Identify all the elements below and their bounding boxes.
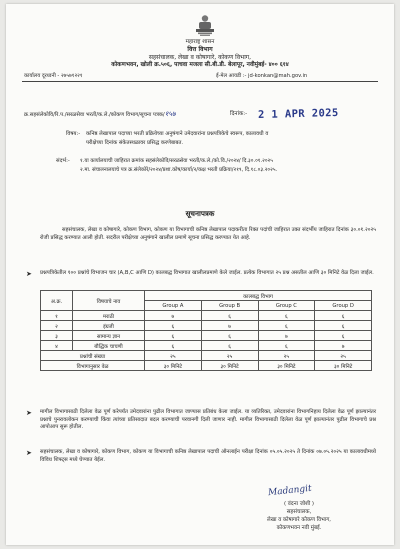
table-row [41,331,372,341]
table-header-sr: अ.क्र. [41,291,73,311]
signatory-title-1: सहसंचालक, [286,509,312,515]
table-cell-sr: ४ [41,341,73,351]
table-cell-value: ७ [315,341,372,351]
bullet-3-text: सहसंचालक, लेखा व कोषागारे, कोकण विभाग, कोकण या विभागाची कनिष्ठ लेखापाल पदाची ऑनलाईन परीक्षा दिनांक ०५.०५.२०२५ ते दिनांक ०७.०५.२०२५ या कालावधीमध्ये विविध शिफ्ट्स मध्ये घेण्यात येईल. [40,449,376,463]
table-cell-sr: २ [41,321,73,331]
reference-number [24,111,176,118]
bullet-3-icon: ➤ [26,449,32,457]
table-cell-subject: इंग्रजी [73,321,145,331]
table-cell-sr: ३ [41,331,73,341]
table-cell-subject: मराठी [73,311,145,321]
table-cell-value: ७ [145,311,202,321]
table-cell-value: ६ [201,331,258,341]
table-header-group-a: Group A [145,301,202,311]
date-label: दिनांक:- [230,111,248,117]
table-row [41,321,372,331]
department-name: वित्त विभाग [187,46,213,53]
table-cell-value: ६ [145,331,202,341]
signatory-name: ( वंदना जोशी ) [283,501,315,507]
table-cell-subject: बौद्धिक चाचणी [73,341,145,351]
section-table [40,290,372,371]
table-cell-subject: सामान्य ज्ञान [73,331,145,341]
table-total-value: २५ [201,351,258,361]
table-time-value: ३० मिनिटे [315,361,372,371]
table-cell-value: ६ [201,311,258,321]
table-cell-value: ७ [201,321,258,331]
subject-line-2: परीक्षेच्या दिनांक संकेतस्थळावर प्रसिद्ध करणेबाबत. [86,140,184,146]
table-cell-value: ६ [315,311,372,321]
subject-label: विषय:- [66,131,81,137]
bullet-1-text: प्रश्नपत्रिकेतील १०० प्रश्नांचे विभाजन चार (A,B,C आणि D) कालबद्ध विभागात खालीलप्रमाणे केले जाईल. प्रत्येक विभागात २५ प्रश्न असतील आणि ३० मिनिटे वेळ दिला जाईल. [40,270,374,276]
state-emblem-icon [192,14,218,38]
table-time-value: ३० मिनिटे [258,361,315,371]
office-address: कोकणभवन, खोली क्र.५०६, पाचवा मजला सी.बी.डी. बेलापूर, नवीमुंबई- ४०० ६१४ [111,62,289,68]
table-cell-value: ६ [258,341,315,351]
table-header-group-c: Group C [258,301,315,311]
table-time-value: ३० मिनिटे [201,361,258,371]
table-total-value: २५ [315,351,372,361]
notice-title: सूचनापत्रक [185,209,215,218]
table-total-value: २५ [258,351,315,361]
table-cell-value: ६ [145,341,202,351]
office-email: ई-मेल आयडी :- jd-konkan@mah.gov.in [216,73,308,79]
table-header-section: कालबद्ध विभाग [145,291,372,301]
date-stamp: 2 1 APR 2025 [257,106,339,122]
table-header-group-d: Group D [315,301,372,311]
table-time-value: ३० मिनिटे [145,361,202,371]
letter-page [6,4,394,545]
bullet-2-icon: ➤ [26,409,32,417]
office-phone: कार्यालय दूरध्वनी - २७५७१२२१ [24,73,83,79]
references-label: संदर्भ:- [56,158,70,164]
table-total-row [41,351,372,361]
table-cell-value: ६ [201,341,258,351]
state-name: महाराष्ट्र शासन [185,39,215,45]
subject-line-1: कनिष्ठ लेखापाल पदाच्या भरती प्रक्रियेच्या अनुषंगाने उमेदवारांना प्रश्नपत्रिकेचे स्वरूप, कालावधी व [86,131,269,137]
table-time-label: विभागानुसार वेळ [41,361,145,371]
signatory-title-3: कोकणभवन नवी मुंबई. [276,525,322,531]
table-row [41,311,372,321]
table-cell-value: ६ [145,321,202,331]
reference-1: १.या कार्यालयाची जाहिरात क्रमांक सहसंलेकोवि/सरळसेवा भरती/क.ले./को.वि./२०२४/ दि.३०.०१.२०२५ [80,158,273,164]
table-time-row [41,361,372,371]
table-cell-value: ६ [258,321,315,331]
table-header-subject: विषयाचे नाव [73,291,145,311]
table-total-value: २५ [145,351,202,361]
table-cell-value: ७ [258,331,315,341]
bullet-2-text: मागील विभागासाठी दिलेला वेळ पूर्ण करेपर्यंत उमेदवारांना पुढील विभागात जाण्यास प्रतिबंध केला जाईल. या व्यतिरिक्त, उमेदवारांना विभागनिहाय दिलेला वेळ पूर्ण झाल्यानंतर प्रश्नाचे पुनरावलोकन करण्याची किंवा त्यांच्या प्रतिसादात बदल करण्याची परवानगी दिली जाणार नाही. मागील विभागासाठी दिलेला वेळ पूर्ण झाल्यानंतर पुढील विभागाचे प्रश्न आपोआप सुरू होतील. [40,409,376,431]
office-name: सहसंचालक, लेखा व कोषागारे, कोकण विभाग, [148,54,252,61]
reference-number-handwritten: १५७ [164,110,176,118]
intro-paragraph: सहसंचालक, लेखा व कोषागारे, कोकण विभाग, कोकण या विभागाची कनिष्ठ लेखापाल पदाकरीता रिक्त पदांची जाहिरात उक्त संदर्भीय जाहिरात दिनांक ३०.०१.२०२५ रोजी प्रसिद्ध करण्यात आली होती. सदरील परीक्षेच्या अनुषंगाने खालील प्रमाणे सूचना प्रसिद्ध करण्यात येत आहे. [40,227,376,241]
table-cell-sr: १ [41,311,73,321]
table-cell-value: ६ [258,311,315,321]
table-header-group-b: Group B [201,301,258,311]
bullet-1-icon: ➤ [26,270,32,278]
table-row [41,341,372,351]
header-divider [22,81,378,82]
table-cell-value: ६ [315,321,372,331]
signature-handwriting: Madangit [267,483,313,499]
signatory-title-2: लेखा व कोषागारे कोकण विभाग, [267,517,331,523]
reference-2: २.मा. संचालनालयाचे पत्र क्र.संलेकोरे/२०२४/प्रशा.कोष/कार्या/२/कक्ष भरती प्रक्रिया/२१९, दि.१८.०३.२०२५. [80,167,278,173]
reference-number-text: क्र.सहसंलेकोवि/रि.प./सरळसेवा भरती/क.ले./कोकण विभाग/सूचना पत्रक/ [24,112,165,118]
table-cell-value: ६ [315,331,372,341]
table-total-label: प्रश्नांची संख्या [41,351,145,361]
